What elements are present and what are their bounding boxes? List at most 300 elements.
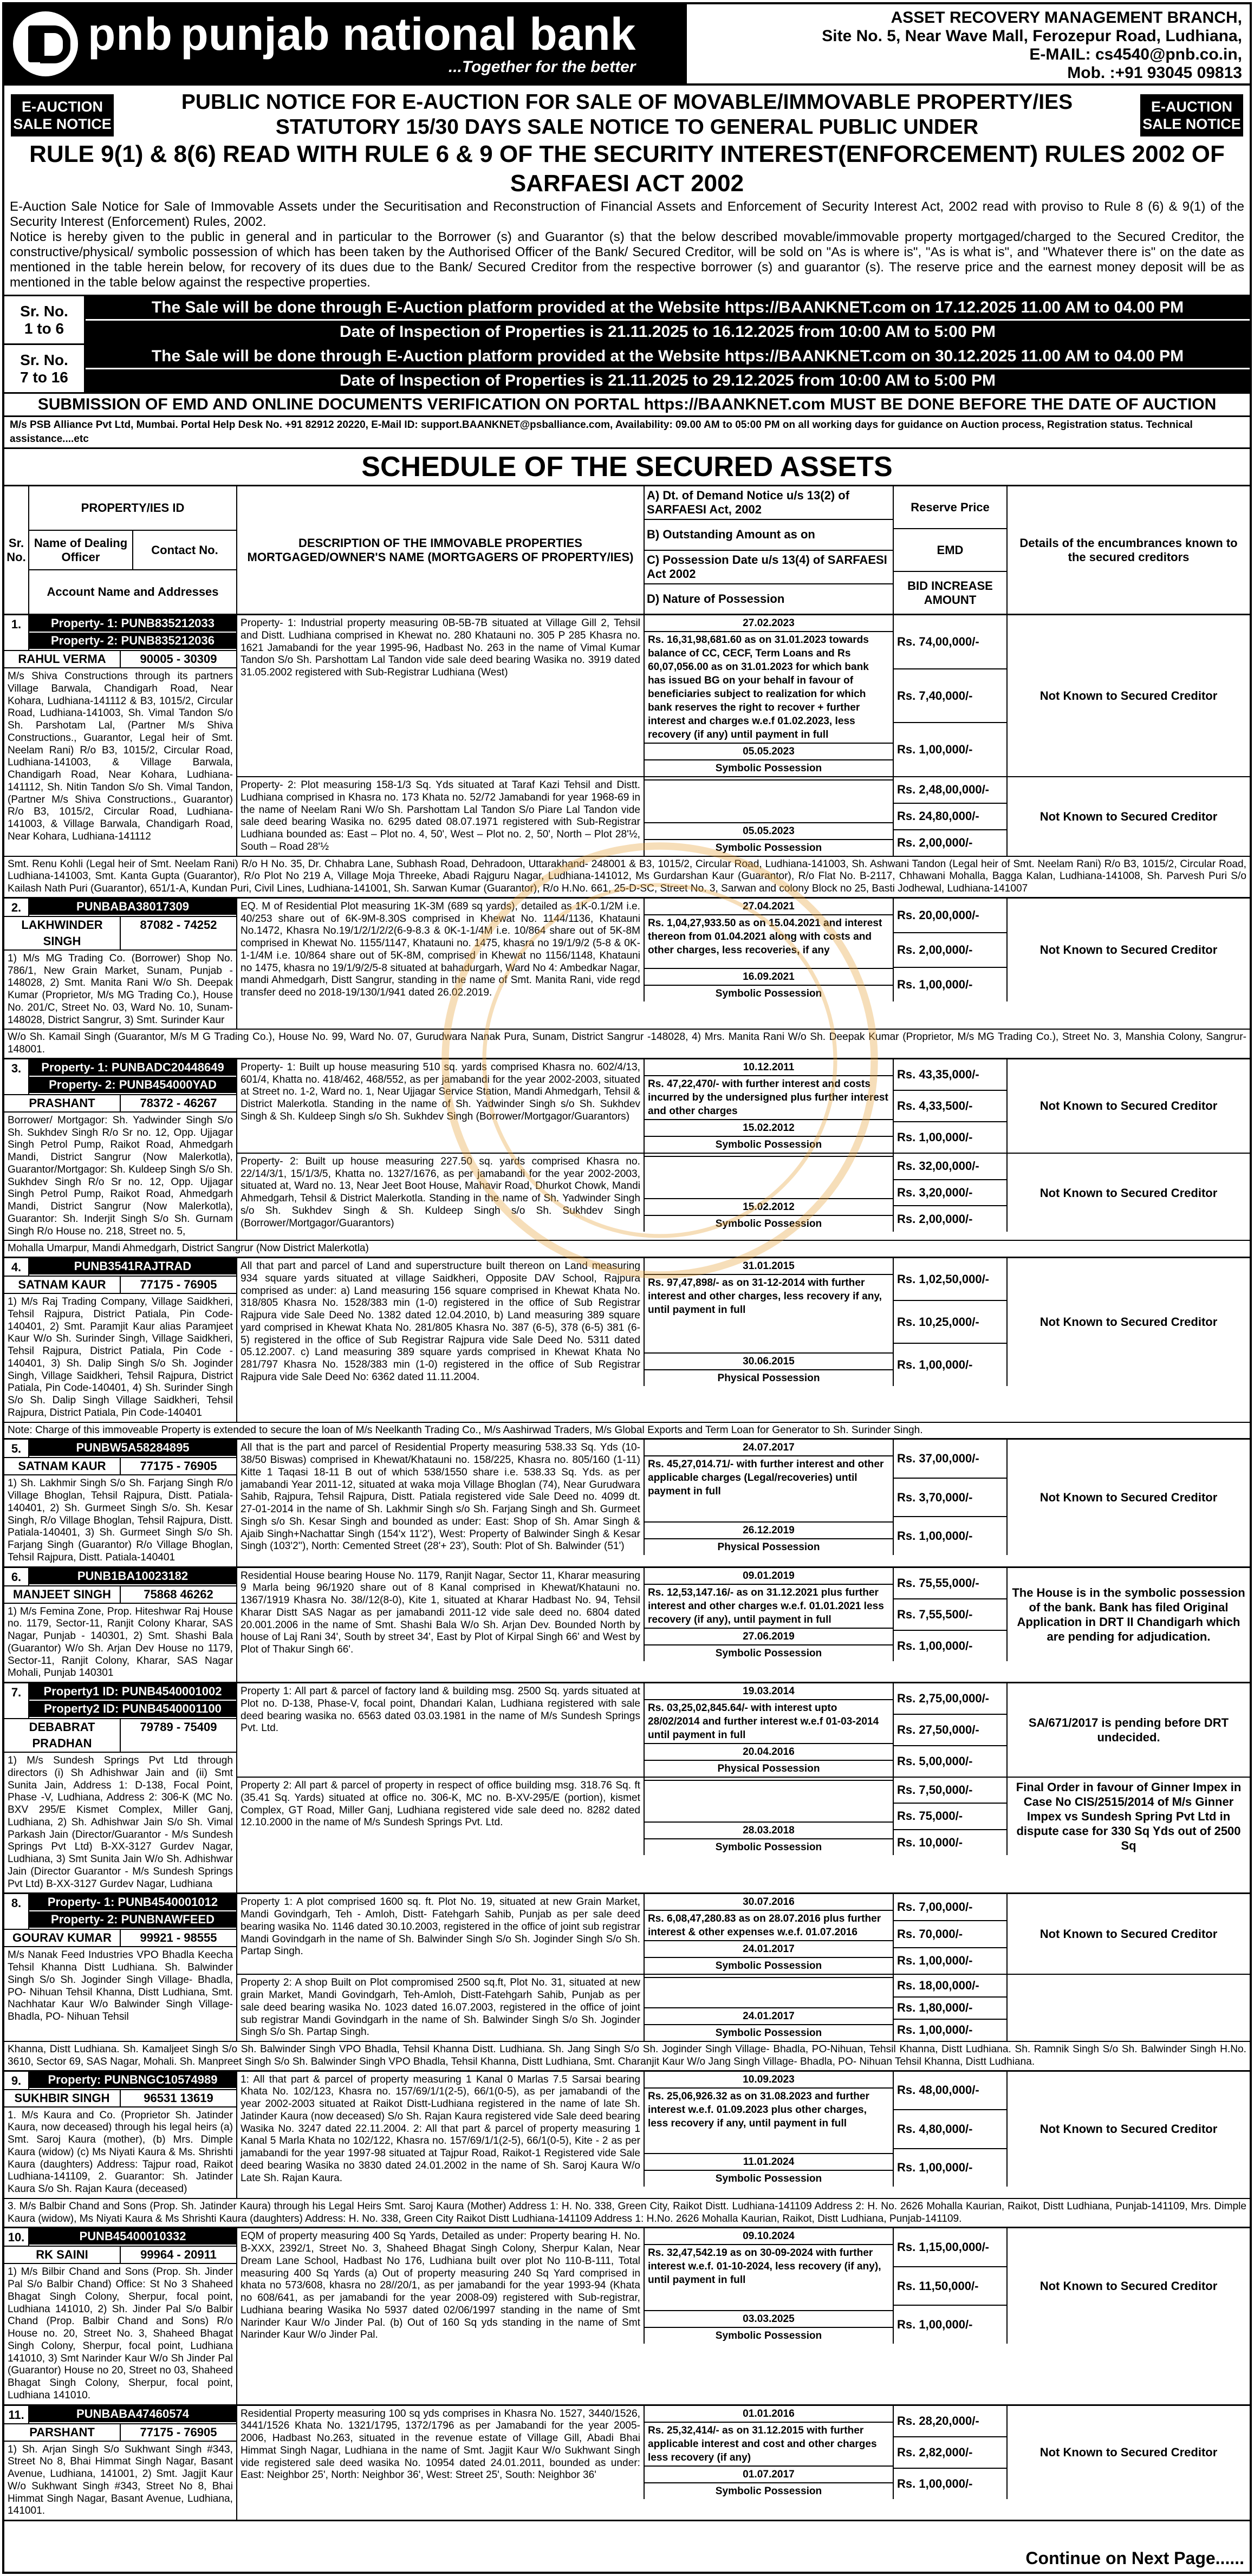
encumbrance-details	[1008, 1975, 1250, 2041]
property-ids	[29, 1568, 236, 1585]
outstanding-amount: Rs. 97,47,898/- as on 31-12-2014 with further interest and other charges, less recovery if any, until payment in full	[645, 1275, 893, 1354]
property-amounts	[894, 1683, 1008, 1777]
possession-date: 05.05.2023	[645, 823, 893, 840]
entry-id-row	[4, 1683, 236, 1718]
logo-short: pnb	[88, 9, 173, 60]
possession-nature: Symbolic Possession	[715, 1139, 822, 1150]
submission-note: SUBMISSION OF EMD AND ONLINE DOCUMENTS VERIFICATION ON PORTAL https://BAANKNET.com MUST BE DONE BEFORE THE DATE OF AUCTION	[4, 394, 1250, 417]
entry-id-row	[4, 1440, 236, 1457]
outstanding-amount: Rs. 1,04,27,933.50 as on 15.04.2021 and interest thereon from 01.04.2021 along with costs and other charges, less recoveries, if any	[645, 915, 893, 969]
encumbrance-details: Not Known to Secured Creditor	[1039, 943, 1218, 957]
entry-id-row	[4, 1059, 236, 1094]
dealing-officer-row	[4, 916, 236, 951]
dealing-officer-name: DEBABRAT PRADHAN	[4, 1719, 121, 1752]
demand-notice-date: 19.03.2014	[645, 1683, 893, 1700]
emd-amount: Rs. 4,33,500/-	[894, 1091, 1006, 1122]
property-row	[237, 1440, 1250, 1555]
dealing-officer-row	[4, 2246, 236, 2264]
property-amounts	[894, 615, 1008, 776]
property-amounts	[894, 1258, 1008, 1386]
property-description: Residential House bearing House No. 1179, Ranjit Nagar, Sector 11, Kharar measuring 9 Marla being 96/1920 share out of 8 Kanal comprised in Khewat/Khatauni no. 1367/1919 Khasra No. 38//12(8-0), Kite 1, situated at Kharar Hadbast No. 94, Tehsil Kharar Distt SAS Nagar as per jamabandi 2011-12 vide sale deed no. 6804 dated 20.001.2006 in the name of Smt. Shashi Bala W/o Sh. Arjan Dev. Bounded North by house of Laj Rani 34', South by street 34', East by Plot of Kirpal Singh 66' and West by Plot of Thakur Singh 66'.	[237, 1568, 645, 1661]
possession-date: 16.09.2021	[645, 969, 893, 986]
entry-account	[4, 1894, 237, 2041]
bid-increase: Rs. 1,00,000/-	[897, 2318, 973, 2332]
possession-date: 03.03.2025	[645, 2311, 893, 2328]
table-header	[4, 486, 1250, 615]
asset-entry	[4, 2228, 1250, 2405]
borrower-details: 1) M/s Sundesh Springs Pvt Ltd through directors (i) Sh Adhishwar Jain and (ii) Smt Sunita Jain, Address 1: D-138, Focal Point, Phase -V, Ludhiana, Address 2: 306-K (MC No. BXV 295/E Kismet Complex, Miller Ganj, Ludhiana, 2) Sh. Adhishwar Jain S/o Sh. Vimal Parkash Jain (Director/Guarantor - M/s Sundesh Springs Pvt Ltd) B-XX-3127 Gurdev Nagar, Ludhiana, 3) Smt Sunita Jain W/o Sh. Adhishwar Jain (Director Guarantor - M/s Sundesh Springs Pvt Ltd) B-XX-3127 Gurdev Nagar, Ludhiana	[8, 1755, 233, 1890]
possession-nature: Symbolic Possession	[715, 2330, 822, 2341]
officer-contact: 78372 - 46267	[140, 1096, 217, 1110]
header-contact: Contact No.	[151, 543, 218, 557]
reserve-price: Rs. 75,55,000/-	[894, 1568, 1006, 1599]
possession-nature: Symbolic Possession	[715, 763, 822, 774]
property-row	[237, 2406, 1250, 2499]
property-dates	[645, 2406, 894, 2499]
demand-notice-date: 10.12.2011	[645, 1059, 893, 1076]
encumbrance-details: SA/671/2017 is pending before DRT undecided.	[1028, 1716, 1229, 1744]
auction-dates	[4, 295, 1250, 394]
inspection-date: Date of Inspection of Properties is 21.11.2025 to 16.12.2025 from 10:00 AM to 5:00 PM	[86, 321, 1250, 343]
entry-id-row	[4, 2228, 236, 2246]
header-possession: C) Possession Date u/s 13(4) of SARFAESI Act 2002	[645, 551, 893, 584]
branch-address	[687, 4, 1250, 83]
outstanding-amount: Rs. 16,31,98,681.60 as on 31.01.2023 towards balance of CC, CECF, Term Loans and Rs 60,07,056.00 as on 31.01.2023 for which bank has issued BG on your behalf in favour of beneficiaries subject to realization for which bank reserves the right to recover + further interest and charges w.e.f 01.02.2023, less recovery (if any) until payment in full	[645, 632, 893, 744]
property-id: Property- 1: PUNB835212033	[29, 615, 236, 633]
property-row	[237, 615, 1250, 777]
outstanding-amount: Rs. 47,22,470/- with further interest and costs incurred by the undersigned plus further interest and other charges	[645, 1076, 893, 1120]
entry-account	[4, 1440, 237, 1566]
intro-para: E-Auction Sale Notice for Sale of Immovable Assets under the Securitisation and Reconstruction of Financial Assets and Enforcement of Security Interest Act, 2002 read with proviso to Rule 8 (6) & 9(1) of the Security Interest (Enforcement) Rules, 2002.	[10, 199, 1244, 229]
property-description: All that is the part and parcel of Residential Property measuring 538.33 Sq. Yds (10-38/50 Biswas) comprised in Khewat/Khatauni no. 158/225, Khasra no. 805/160 (1-11) Kitte 1 Taqasi 18-11 B out of which 538/1550 share i.e. 538.33 Sq. Yds. as per jamabandi Year 2011-12, situated at waka moja Village Bhoglan (74), Near Gurudwara Sahib, Rajpura, Tehsil Rajpura, Distt. Patiala registered vide Sale Deed no. 4099 dt. 27-01-2014 in the name of Sh. Lakhmir Singh s/o Sh. Farjang Singh and Sh. Gurmeet Singh s/o Sh. Kesar Singh and bounded as under: East: Shop of Sh. Amar Singh & Ajaib Singh+Nachattar Singh (154'x 11'2'), West: Property of Balwinder Singh & Kesar Singh (103'2''), North: Cemented Street (28'+ 23'), South: Plot of Sh. Balwinder (51')	[237, 1440, 645, 1555]
property-dates	[645, 1258, 894, 1386]
entry-properties	[237, 1568, 1250, 1682]
property-id: PUNB45400010332	[29, 2228, 236, 2246]
emd-amount: Rs. 70,000/-	[894, 1921, 1006, 1948]
property-amounts	[894, 1440, 1008, 1555]
dealing-officer-name: LAKHWINDER SINGH	[4, 917, 121, 949]
masthead	[4, 4, 1250, 86]
property-amounts	[894, 1568, 1008, 1661]
bid-increase: Rs. 10,000/-	[897, 1835, 963, 1849]
dealing-officer-name: MANJEET SINGH	[4, 1586, 121, 1603]
officer-contact: 99921 - 98555	[140, 1931, 217, 1945]
property-dates	[645, 1154, 894, 1232]
entry-account	[4, 615, 237, 856]
inspection-date: Date of Inspection of Properties is 21.11.2025 to 29.12.2025 from 10:00 AM to 5:00 PM	[86, 369, 1250, 392]
possession-nature: Symbolic Possession	[715, 2173, 822, 2185]
entry-sr-no: 11.	[4, 2406, 29, 2423]
entry-id-row	[4, 1894, 236, 1929]
property-row	[237, 1568, 1250, 1661]
entry-account	[4, 899, 237, 1029]
bid-increase: Rs. 2,00,000/-	[897, 836, 973, 850]
asset-entry	[4, 1059, 1250, 1258]
property-amounts	[894, 1059, 1008, 1153]
property-description: Property- 1: Industrial property measuring 0B-5B-7B situated at Village Gill 2, Tehsil and Distt. Ludhiana comprised in Khewat no. 280 Khatauni no. 305 P 285 Khasra no. 1621 Jamabandi for the year 1995-96, Hadbast No. 263 in the name of Vimal Kumar Tandon S/o Sh. Parshottam Lal Tandon vide sale deed bearing Wasika no. 3919 dated 31.05.2002 registered with Sub-Registrar Ludhiana (West)	[237, 615, 645, 776]
property-ids	[29, 1894, 236, 1929]
possession-nature: Physical Possession	[717, 1541, 820, 1553]
demand-notice-date: 10.09.2023	[645, 2072, 893, 2089]
outstanding-amount: Rs. 45,27,014.71/- with further interest and other applicable charges (Legal/recoveries) until payment in full	[645, 1456, 893, 1523]
borrower-details: 1. M/s Kaura and Co. (Proprietor Sh. Jatinder Kaura, now deceased) through his legal heirs (a) Smt. Saroj Kaura (mother), (b) Mrs. Dimple Kaura (widow) (c) Ms Niyati Kaura & Ms. Shrishti Kaura (daughters) Address: Tajpur road, Raikot Ludhiana-141109, 2. Guarantor: Sh. Jatinder Kaura S/o Sh. Rajan Kaura (deceased)	[8, 2109, 233, 2195]
possession-date: 24.01.2017	[645, 1941, 893, 1958]
auction-sale-date: The Sale will be done through E-Auction platform provided at the Website https://BAANKNET.com on 17.12.2025 11.00 AM to 04.00 PM	[86, 296, 1250, 321]
property-amounts	[894, 2406, 1008, 2499]
property-dates	[645, 1683, 894, 1777]
borrower-details: 1) M/s Raj Trading Company, Village Saidkheri, Tehsil Rajpura, District Patiala, Pin Code-140401, 2) Smt. Paramjit Kaur alias Paramjeet Kaur W/o Sh. Surinder Singh, Village Saidkheri, Tehsil Rajpura, District Patiala, Pin Code - 140401, 3) Sh. Dalip Singh S/o Sh. Joginder Singh, Village Saidkheri, Tehsil Rajpura, District Patiala, Pin Code-140401, 4) Sh. Surinder Singh S/o Sh. Dalip Singh Village Saidkheri, Tehsil Rajpura, District Patiala, Pin Code-140401	[8, 1296, 233, 1419]
property-id: Property- 2: PUNB835212036	[29, 633, 236, 650]
reserve-price: Rs. 48,00,000/-	[894, 2072, 1006, 2111]
entry-properties	[237, 2406, 1250, 2520]
header-outstanding: B) Outstanding Amount as on	[645, 520, 893, 551]
property-amounts	[894, 1975, 1008, 2041]
entry-footnote: W/o Sh. Kamail Singh (Guarantor, M/s M G Trading Co.), House No. 99, Ward No. 07, Gurudwara Nanak Pura, Sunam, District Sangrur -148028, 4) Mrs. Manita Rani W/o Sh. Deepak Kumar (Proprietor, M/s MG Trading Co.), Street No. 3, Manshia Colony, Sangrur-148001.	[4, 1029, 1250, 1058]
reserve-price: Rs. 74,00,000/-	[894, 615, 1006, 669]
possession-date: 24.01.2017	[645, 2008, 893, 2025]
borrower-details: 1) M/s Bilbir Chand and Sons (Prop. Sh. Jinder Pal S/o Balbir Chand) Office: St No 3 Shaheed Bhagat Singh Colony, Sherpur, focal point, Ludhiana 141010, 2) Sh. Jinder Pal S/o Balbir Chand (Prop. Balbir Chand and Sons) R/o House no. 20, Street No. 3, Shaheed Bhagat Singh Colony, Sherpur, focal point, Ludhiana 141010, 3) Smt Narinder Kaur W/o Sh Jinder Pal (Guarantor) House no 20, Street no 03, Shaheed Bhagat Singh Colony, Sherpur, focal point, Ludhiana 141010.	[8, 2266, 233, 2401]
entry-footnote: 3. M/s Balbir Chand and Sons (Prop. Sh. Jatinder Kaura) through his Legal Heirs Smt. Saroj Kaura (Mother) Address 1: H. No. 338, Green City, Raikot Distt. Ludhiana-141109 Address 2: H. No. 2626 Mohalla Kaurian, Raikot, Distt Ludhiana, Punjab-141109, Mrs. Dimple Kaura (widow), Ms Niyati Kaura & Ms Shrishti Kaura (daughters) Address: H. No. 338, Green City Raikot Distt Ludhiana-141109 Address 1: H.No. 2626 Mohalla Kaurian, Raikot, Distt Ludhiana, Punjab-141109.	[4, 2198, 1250, 2227]
header-amounts	[894, 486, 1008, 614]
property-dates	[645, 1568, 894, 1661]
entry-sr-no: 2.	[4, 899, 29, 916]
entry-row	[4, 2072, 1250, 2198]
possession-date: 15.02.2012	[645, 1120, 893, 1137]
possession-date: 20.04.2016	[645, 1744, 893, 1761]
dealing-officer-name: SATNAM KAUR	[4, 1277, 121, 1293]
entry-properties	[237, 615, 1250, 856]
badge-line: SALE NOTICE	[13, 116, 112, 132]
property-description: Property 2: A shop Built on Plot compromised 2500 sq.ft, Plot No. 31, situated at new grain Market, Mandi Govindgarh, Teh-Amloh, Distt-Fatehgarh Sahib, Punjab as per sale deed bearing wasika No. 1023 dated 16.07.2003, registered in the office of joint sub registrar Mandi Govindgarh in the name of Sh. Balwinder Singh S/o Sh. Joginder Singh S/o Sh. Partap Singh.	[237, 1975, 645, 2041]
demand-notice-date: 09.01.2019	[645, 1568, 893, 1585]
property-dates	[645, 2228, 894, 2344]
encumbrance-details: Not Known to Secured Creditor	[1039, 1099, 1218, 1113]
property-ids	[29, 1683, 236, 1718]
schedule-title: SCHEDULE OF THE SECURED ASSETS	[4, 449, 1250, 486]
dealing-officer-row	[4, 1457, 236, 1475]
property-ids	[29, 899, 236, 916]
demand-notice-date: 01.01.2016	[645, 2406, 893, 2423]
possession-date: 01.07.2017	[645, 2467, 893, 2483]
bid-increase: Rs. 1,00,000/-	[897, 1130, 973, 1144]
property-amounts	[894, 1894, 1008, 1974]
badge-line: SALE NOTICE	[1142, 116, 1241, 132]
bid-increase: Rs. 2,00,000/-	[897, 1212, 973, 1226]
entry-row	[4, 2406, 1250, 2520]
secured-assets-table	[4, 486, 1250, 2521]
header-officer: Name of Dealing Officer	[29, 531, 133, 570]
emd-amount: Rs. 7,55,500/-	[894, 1599, 1006, 1631]
entry-account	[4, 2228, 237, 2404]
asset-entry	[4, 1683, 1250, 1894]
branch-line: ASSET RECOVERY MANAGEMENT BRANCH,	[891, 9, 1242, 27]
entry-properties	[237, 1440, 1250, 1566]
entry-id-row	[4, 2072, 236, 2089]
badge-line: E-AUCTION	[22, 99, 103, 115]
encumbrance-details: Not Known to Secured Creditor	[1039, 809, 1218, 823]
entry-properties	[237, 1258, 1250, 1422]
auction-date-lines	[86, 296, 1250, 343]
entry-row	[4, 1258, 1250, 1422]
property-dates	[645, 1440, 894, 1555]
demand-notice-date: 27.04.2021	[645, 899, 893, 915]
property-id: PUNBABA38017309	[29, 899, 236, 916]
dealing-officer-row	[4, 650, 236, 668]
encumbrance-details: Not Known to Secured Creditor	[1039, 2445, 1218, 2459]
branch-mobile: Mob. :+91 93045 09813	[1067, 64, 1242, 82]
possession-nature: Symbolic Possession	[715, 1647, 822, 1659]
entry-id-row	[4, 899, 236, 916]
emd-amount: Rs. 2,00,000/-	[894, 933, 1006, 968]
property-row	[237, 2072, 1250, 2187]
property-ids	[29, 2072, 236, 2089]
property-row	[237, 1894, 1250, 1975]
possession-date: 28.03.2018	[645, 1823, 893, 1839]
continue-note: Continue on Next Page......	[1025, 2548, 1244, 2568]
bid-increase: Rs. 1,00,000/-	[897, 1529, 973, 1543]
entry-properties	[237, 1894, 1250, 2041]
notice-page	[2, 2, 1252, 2574]
property-ids	[29, 615, 236, 650]
property-description: EQ. M of Residential Plot measuring 1K-3M (689 sq yards), detailed as 1K-0.1/2M i.e. 40/253 share out of 6K-9M-8.30S comprised in Khewat No. 1144/1136, Khatauni No.1472, Khasra No.19/1/2/1/2/2(6-9-8.3 & 0K-1-1/4M i.e. 10/864 share out of 5K-8M comprised in Khewat No. 1155/1147, Khatauni no. 1475, khasra no 19/1/9/2 (5-8 & 0K-1-1/4M i.e. 10/864 share out of 5K-8M, comprised in Khewat no 1156/1148, Khatauni no 1475, khasra no 19/1/9/2/5-8 situated at bahadurgarh, Ward No 4: Ambedkar Nagar, mandi Ahmedgarh, Distt Sangrur, standing in the name of Smt. Manita Rani, vide regd transfer deed no 2018-19/130/1/941 dated 26.02.2019.	[237, 899, 645, 1001]
dealing-officer-name: SUKHBIR SINGH	[4, 2090, 121, 2106]
possession-nature: Symbolic Possession	[715, 1842, 822, 1853]
borrower-details: 1) M/s MG Trading Co. (Borrower) Shop No. 786/1, New Grain Market, Sunam, Punjab - 148028, 2) Smt. Manita Rani W/o Sh. Deepak Kumar (Proprietor, M/s MG Trading Co.), House No. 201/C, Street No. 03, Ward No. 10, Sunam-148028, District Sangrur, 3) Smt. Surinder Kaur	[8, 952, 233, 1026]
dealing-officer-row	[4, 2423, 236, 2442]
property-row	[237, 1154, 1250, 1232]
entry-sr-no: 1.	[4, 615, 29, 650]
asset-entries	[4, 615, 1250, 2521]
property-dates	[645, 777, 894, 856]
intro-para: Notice is hereby given to the public in general and in particular to the Borrower (s) and Guarantor (s) that the below described movable/immovable property mortgaged/charged to the Secured Creditor, the constructive/physical/ symbolic possession of which has been taken by the Authorised Officer of the Bank/ Secured Creditor, will be sold on "As is where is", "As is what is", and "Whatever there is" on the date as mentioned in the table herein below, for recovery of its dues due to the Bank/ Secured Creditor from the respective borrower (s) and guarantor (s). The reserve price and the earnest money deposit will be as mentioned in the table below against the respective properties.	[10, 230, 1244, 290]
officer-contact: 77175 - 76905	[140, 2425, 217, 2439]
borrower-details: M/s Nanak Feed Industries VPO Bhadla Keecha Tehsil Khanna Distt Ludhiana. Sh. Balwinder Singh S/o Sh. Joginder Singh Village- Bhadla, PO- Nihuan Tehsil Khanna, Distt Ludhiana, Smt. Nachhatar Kaur W/o Balwinder Singh Village- Bhadla, PO- Nihuan Tehsil	[8, 1949, 233, 2022]
emd-amount: Rs. 3,20,000/-	[894, 1180, 1006, 1207]
entry-row	[4, 615, 1250, 856]
property-amounts	[894, 1154, 1008, 1232]
asset-entry	[4, 1440, 1250, 1567]
encumbrance-details: Not Known to Secured Creditor	[1039, 2122, 1218, 2136]
notice-title: PUBLIC NOTICE FOR E-AUCTION FOR SALE OF MOVABLE/IMMOVABLE PROPERTY/IES	[181, 90, 1073, 114]
bid-increase: Rs. 1,00,000/-	[897, 743, 973, 757]
header-dates	[645, 486, 894, 614]
header-account: Account Name and Addresses	[47, 585, 219, 599]
outstanding-amount: Rs. 32,47,542.19 as on 30-09-2024 with further interest w.e.f. 01-10-2024, less recovery (if any), until payment in full	[645, 2245, 893, 2311]
possession-nature: Symbolic Possession	[715, 1218, 822, 1230]
reserve-price: Rs. 1,02,50,000/-	[894, 1258, 1006, 1301]
dealing-officer-name: GOURAV KUMAR	[4, 1930, 121, 1946]
branch-email: E-MAIL: cs4540@pnb.co.in,	[1029, 45, 1242, 63]
auction-date-row	[4, 345, 1250, 394]
emd-amount: Rs. 7,40,000/-	[894, 669, 1006, 724]
emd-amount: Rs. 1,80,000/-	[894, 1998, 1006, 2020]
entry-sr-no: 6.	[4, 1568, 29, 1585]
property-amounts	[894, 1778, 1008, 1855]
entry-row	[4, 1440, 1250, 1566]
dealing-officer-row	[4, 1718, 236, 1753]
entry-sr-no: 9.	[4, 2072, 29, 2089]
entry-footnote: Khanna, Distt Ludhiana. Sh. Kamaljeet Singh S/o Sh. Balwinder Singh VPO Bhadla, Tehsil Khanna Distt. Ludhiana. Sh. Jang Singh S/o Sh. Joginder Singh Village- Bhadla, PO-Nihuan, Tehsil Khanna, Distt Ludhiana. Sh. Ramnik Singh S/o Sh. Balwinder Singh H.No. 3610, Sector 69, SAS Nagar, Mohali. Sh. Manpreet Singh S/o Sh. Balwinder Singh VPO Bhadla, Tehsil Khanna, Distt Ludhiana, Smt. Charanjit Kaur W/o Jang Singh Village- Bhadla, PO- Nihuan Tehsil Khanna, Distt Ludhiana.	[4, 2041, 1250, 2070]
property-dates	[645, 1975, 894, 2041]
badge-line: E-AUCTION	[1151, 99, 1232, 115]
encumbrance-details: Not Known to Secured Creditor	[1039, 1315, 1218, 1329]
reserve-price: Rs. 7,50,000/-	[894, 1778, 1006, 1804]
entry-row	[4, 2228, 1250, 2404]
property-row	[237, 1778, 1250, 1855]
bid-increase: Rs. 1,00,000/-	[897, 2476, 973, 2490]
outstanding-amount	[645, 1157, 893, 1200]
entry-properties	[237, 1059, 1250, 1240]
property-dates	[645, 2072, 894, 2187]
property-description: Property 1: All part & parcel of factory land & building msg. 2500 Sq. yards situated at Plot no. D-138, Phase-V, focal point, Dhandari Kalan, Ludhiana registered with sale deed bearing wasika no. 6563 dated 03.03.1981 in the name of M/s Sundesh Springs Pvt. Ltd.	[237, 1683, 645, 1777]
property-ids	[29, 1059, 236, 1094]
reserve-price: Rs. 28,20,000/-	[894, 2406, 1006, 2437]
property-id: Property- 2: PUNBNAWFEED	[29, 1911, 236, 1929]
dealing-officer-row	[4, 1094, 236, 1113]
officer-contact: 90005 - 30309	[140, 652, 217, 666]
header-emd: EMD	[894, 529, 1006, 572]
entry-sr-no: 3.	[4, 1059, 29, 1094]
property-dates	[645, 1778, 894, 1855]
encumbrance-details: Not Known to Secured Creditor	[1039, 2279, 1218, 2293]
encumbrance-details: Not Known to Secured Creditor	[1039, 689, 1218, 702]
officer-contact: 96531 13619	[144, 2091, 213, 2105]
property-amounts	[894, 899, 1008, 1001]
possession-date: 15.02.2012	[645, 1199, 893, 1216]
possession-nature: Symbolic Possession	[715, 842, 822, 854]
auction-sr-range: Sr. No. 7 to 16	[4, 345, 86, 392]
dealing-officer-row	[4, 1276, 236, 1294]
possession-nature: Symbolic Possession	[715, 2027, 822, 2039]
entry-account	[4, 1568, 237, 1682]
notice-heading	[4, 86, 1250, 199]
entry-footnote: Smt. Renu Kohli (Legal heir of Smt. Neelam Rani) R/o H No. 35, Dr. Chhabra Lane, Subhash Road, Dehradoon, Uttarakhand- 248001 & B3, 1015/2, Circular Road, Ludhiana-141003, Sh. Ashwani Tandon (Legal heir of Smt. Neelam Rani) R/o B3, 1015/2, Circular Road, Ludhiana-141003, Smt. Kanta Gupta (Guarantor), R/o Plot No 219 A, Village Moja Threeke, Abadi Rajguru Nagar, Ludhiana-141012, Ms Gurdarshan Kaur (Guarantor), R/o Flat No. B-2117, Chhawani Mohalla, Bagga Kalan, Ludhiana-141008, Sh. Parvesh Puri S/o Kailash Nath Puri (Guarantor), 651/1-A, Kundan Puri, Civil Lines, Ludhiana-141001, Sh. Sarwan Kumar (Guarantor), R/o H.No. 661, 25-D-SC, Street No. 3, Sarwan and colony Block no 25, Basti Jodhewal, Ludhiana-141007	[4, 856, 1250, 897]
possession-date: 30.06.2015	[645, 1354, 893, 1370]
possession-date: 27.06.2019	[645, 1629, 893, 1645]
header-officer-row	[29, 531, 236, 571]
auction-date-lines	[86, 345, 1250, 392]
outstanding-amount: Rs. 6,08,47,280.83 as on 28.07.2016 plus further interest & other expenses w.e.f. 01.07.2016	[645, 1911, 893, 1941]
emd-amount: Rs. 75,000/-	[894, 1804, 1006, 1830]
entry-account	[4, 2406, 237, 2520]
emd-amount: Rs. 11,50,000/-	[894, 2267, 1006, 2306]
borrower-details: 1) Sh. Lakhmir Singh S/o Sh. Farjang Singh R/o Village Bhoglan, Tehsil Rajpura, Distt. Patiala-140401, 2) Sh. Gurmeet Singh S/o. Sh. Kesar Singh, R/o Village Bhoglan, Tehsil Rajpura, Distt. Patiala-140401, 3) Sh. Gurmeet Singh S/o Sh. Farjang Singh (Guarantor) R/o Village Bhoglan, Tehsil Rajpura, Distt. Patiala-140401	[8, 1478, 233, 1563]
outstanding-amount: Rs. 25,06,926.32 as on 31.08.2023 and further interest w.e.f. 01.09.2023 plus other charges, less recovery if any, until payment in full	[645, 2089, 893, 2155]
entry-footnote: Note: Charge of this immoveable Property is extended to secure the loan of M/s Neelkanth Trading Co., M/s Aashirwad Traders, M/s Global Exports and Term Loan for Generator to Sh. Surinder Singh.	[4, 1422, 1250, 1439]
property-row	[237, 1975, 1250, 2041]
property-id: Property- 2: PUNB454000YAD	[29, 1077, 236, 1094]
bank-name: punjab national bank	[180, 9, 636, 60]
property-id: PUNBABA47460574	[29, 2406, 236, 2423]
encumbrance-details: Final Order in favour of Ginner Impex in Case No CIS/2515/2014 of M/s Ginner Impex vs Sundesh Spring Pvt Ltd in dispute case for 330 Sq Yds out of 2500 Sq	[1016, 1780, 1242, 1852]
officer-contact: 77175 - 76905	[140, 1459, 217, 1473]
property-dates	[645, 1059, 894, 1153]
property-dates	[645, 615, 894, 776]
dealing-officer-name: SATNAM KAUR	[4, 1458, 121, 1474]
header-property	[29, 486, 237, 614]
entry-sr-no: 10.	[4, 2228, 29, 2246]
pnb-logo-icon	[13, 11, 78, 76]
property-amounts	[894, 2228, 1008, 2344]
emd-amount: Rs. 2,82,000/-	[894, 2437, 1006, 2469]
header-demand: A) Dt. of Demand Notice u/s 13(2) of SARFAESI Act, 2002	[645, 486, 893, 520]
officer-contact: 77175 - 76905	[140, 1278, 217, 1291]
asset-entry	[4, 1258, 1250, 1440]
reserve-price: Rs. 7,00,000/-	[894, 1894, 1006, 1921]
officer-contact: 99964 - 20911	[140, 2248, 217, 2262]
entry-properties	[237, 2228, 1250, 2404]
property-ids	[29, 2228, 236, 2246]
possession-date: 05.05.2023	[645, 744, 893, 760]
officer-contact: 87082 - 74252	[140, 918, 217, 932]
entry-account	[4, 2072, 237, 2198]
encumbrance-details: Not Known to Secured Creditor	[1039, 1927, 1218, 1941]
reserve-price: Rs. 32,00,000/-	[894, 1154, 1006, 1180]
outstanding-amount: Rs. 03,25,02,845.64/- with interest upto 28/02/2014 and further interest w.e.f 01-03-2014 until payment in full	[645, 1700, 893, 1744]
emd-amount: Rs. 10,25,000/-	[894, 1301, 1006, 1344]
property-description: Property- 2: Plot measuring 158-1/3 Sq. Yds situated at Taraf Kazi Tehsil and Distt. Ludhiana comprised in Khasra no. 173 Khata no. 52/72 Jamabandi for year 1968-69 in the name of Neelam Rani W/o Sh. Parshottam Lal Tandon S/o Piare Lal Tandon vide sale deed bearing Wasika no. 6295 dated 08.07.1971 registered with Sub-Registrar Ludhiana bounded as: East – Plot no. 4, 50', West – Plot no. 2, 50', North – Plot 28'½, South – Road 28'½	[237, 777, 645, 856]
asset-entry	[4, 899, 1250, 1059]
entry-footnote: Mohalla Umarpur, Mandi Ahmedgarh, District Sangrur (Now District Malerkotla)	[4, 1240, 1250, 1257]
entry-sr-no: 7.	[4, 1683, 29, 1718]
property-id: Property1 ID: PUNB4540001002	[29, 1683, 236, 1701]
asset-entry	[4, 2406, 1250, 2522]
header-description: DESCRIPTION OF THE IMMOVABLE PROPERTIES MORTGAGED/OWNER'S NAME (MORTGAGERS OF PROPERTY/IES)	[237, 486, 645, 614]
property-dates	[645, 899, 894, 1001]
entry-row	[4, 1894, 1250, 2041]
borrower-details: M/s Shiva Constructions through its partners Village Barwala, Chandigarh Road, Near Kohara, Ludhiana-141112 & B3, 1015/2, Circular Road, Ludhiana-141003, Sh. Vimal Tandon S/o Sh. Parshotam Lal, (Partner M/s Shiva Constructions., Guarantor, Legal heir of Smt. Neelam Rani) R/o B3, 1015/2, Circular Road, Ludhiana-141003, & Village Barwala, Chandigarh Road, Near Kohara, Ludhiana-141112, Sh. Nitin Tandon S/o Sh. Vimal Tandon, (Partner M/s Shiva Constructions., Guarantor) R/o B3, 1015/2, Circular Road, Ludhiana-141003, & Village Barwala, Chandigarh Road, Near Kohara, Ludhiana-141112	[8, 671, 233, 842]
branch-line: Site No. 5, Near Wave Mall, Ferozepur Road, Ludhiana,	[822, 27, 1242, 45]
entry-sr-no: 5.	[4, 1440, 29, 1457]
property-ids	[29, 2406, 236, 2423]
possession-date: 26.12.2019	[645, 1523, 893, 1539]
entry-properties	[237, 2072, 1250, 2198]
possession-nature: Physical Possession	[717, 1372, 820, 1384]
entry-row	[4, 1568, 1250, 1682]
reserve-price: Rs. 43,35,000/-	[894, 1059, 1006, 1091]
header-sr: Sr. No.	[4, 486, 29, 614]
property-description: Property- 1: Built up house measuring 510 sq. yards comprised Khasra no. 602/4/13, 601/4, Khatta no. 418/462, 468/552, as per jamabandi for the year 2002-2003, situated at Street no. 1-2, Ward no. 1, Near Ujjagar Service Station, Mandi Ahmedgarh, Tehsil & District Malerkotla. Standing in the name of Sh. Yadwinder Singh s/o Sh. Sukhdev Singh & Sh. Kuldeep Singh s/o Sh. Sukhdev Singh (Borrower/Mortgagor/Guarantors)	[237, 1059, 645, 1153]
bid-increase: Rs. 1,00,000/-	[897, 977, 973, 991]
property-id: PUNB1BA10023182	[29, 1568, 236, 1585]
property-id: Property- 1: PUNBADC20448649	[29, 1059, 236, 1077]
intro-text	[4, 199, 1250, 290]
emd-amount: Rs. 24,80,000/-	[894, 804, 1006, 830]
encumbrance-details: Not Known to Secured Creditor	[1039, 1491, 1218, 1505]
entry-account	[4, 1683, 237, 1892]
property-amounts	[894, 777, 1008, 856]
entry-sr-no: 4.	[4, 1258, 29, 1276]
borrower-details: 1) Sh. Arjan Singh S/o Sukhwant Singh #343, Street No 8, Bhai Himmat Singh Nagar, Basant Avenue, Ludhiana, 141001, 2) Smt. Jagjit Kaur W/o Sukhwant Singh #343, Street No 8, Bhai Himmat Singh Nagar, Basant Avenue, Ludhiana, 141001.	[8, 2443, 233, 2517]
emd-amount: Rs. 27,50,000/-	[894, 1715, 1006, 1746]
property-dates	[645, 1894, 894, 1974]
possession-nature: Symbolic Possession	[715, 987, 822, 999]
entry-row	[4, 899, 1250, 1029]
auction-sr-range: Sr. No. 1 to 6	[4, 296, 86, 343]
reserve-price: Rs. 20,00,000/-	[894, 899, 1006, 933]
asset-entry	[4, 615, 1250, 899]
entry-id-row	[4, 1258, 236, 1276]
demand-notice-date: 24.07.2017	[645, 1440, 893, 1456]
property-row	[237, 899, 1250, 1001]
property-row	[237, 2228, 1250, 2344]
bid-increase: Rs. 1,00,000/-	[897, 1954, 973, 1968]
property-description: Property 1: A plot comprised 1600 sq. ft. Plot No. 19, situated at new Grain Market, Mandi Govindgarh, Teh - Amloh, Distt- Fatehgarh Sahib, Punjab as per sale deed bearing wasika No. 1146 dated 30.10.2003, registered in the office of joint sub registrar Mandi Govindgarh in the name of Sh. Balwinder Singh S/o Sh. Joginder Singh S/o Sh. Partap Singh.	[237, 1894, 645, 1974]
reserve-price: Rs. 2,75,00,000/-	[894, 1683, 1006, 1715]
entry-row	[4, 1059, 1250, 1240]
demand-notice-date: 30.07.2016	[645, 1894, 893, 1911]
dealing-officer-row	[4, 1585, 236, 1604]
